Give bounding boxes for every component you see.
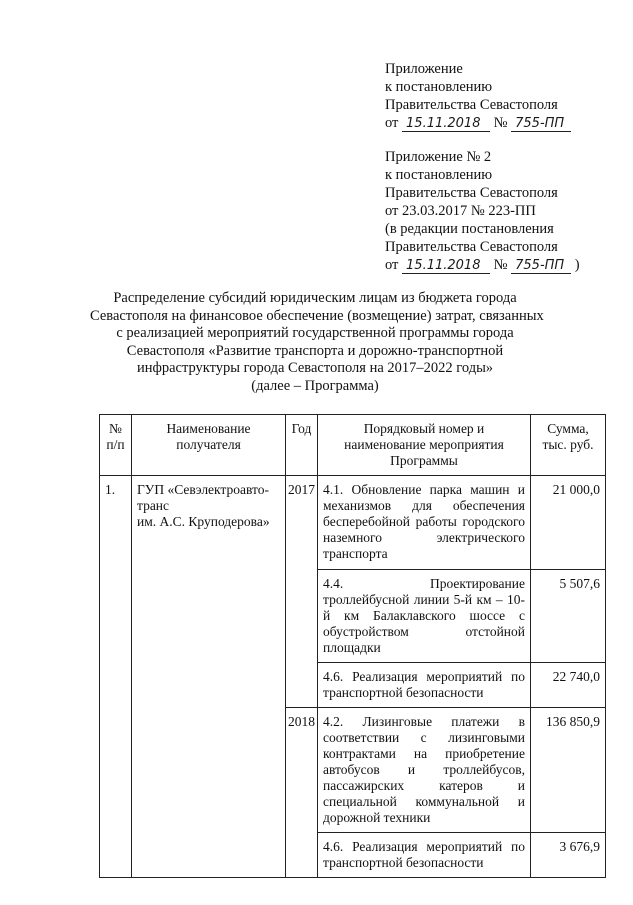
cell-sum: 136 850,9 [531, 708, 606, 833]
cell-sum: 5 507,6 [531, 570, 606, 663]
appendix-line: от 23.03.2017 № 223-ПП [385, 203, 536, 219]
appendix-line: Приложение № 2 [385, 149, 492, 165]
appendix-line: к постановлению [385, 79, 493, 95]
subsidy-table [99, 414, 606, 878]
header-no: № п/п [100, 415, 132, 476]
header-name: Наименование получателя [132, 415, 286, 476]
cell-event: 4.2. Лизинговые платежи в соответствии с лизинговыми контрактами на приобретение автобусов и троллейбусов, пассажирских катеров и специальной коммунальной и дорожной техники [318, 708, 531, 833]
cell-event: 4.6. Реализация мероприятий по транспортной безопасности [318, 663, 531, 708]
handwritten-date: 15.11.2018 [402, 117, 490, 132]
cell-sum: 21 000,0 [531, 476, 606, 570]
appendix-line: Правительства Севастополя [385, 239, 558, 255]
header-year: Год [286, 415, 318, 476]
appendix-line: к постановлению [385, 167, 493, 183]
appendix-old-header [385, 148, 580, 274]
cell-year: 2018 [286, 708, 318, 878]
cell-event: 4.1. Обновление парка машин и механизмов для обеспечения бесперебойной работы городского наземного электрического транспорта [318, 476, 531, 570]
appendix-line: (в редакции постановления [385, 221, 554, 237]
cell-sum: 3 676,9 [531, 833, 606, 878]
appendix-line: Правительства Севастополя [385, 97, 558, 113]
cell-event: 4.4. Проектирование троллейбусной линии 5-й км – 10-й км Балаклавского шоссе с обустройством отстойной площадки [318, 570, 531, 663]
document-title: Распределение субсидий юридическим лицам из бюджета города Севастополя на финансовое обеспечение (возмещение) затрат, связанных с реализацией мероприятий государственной программы города Севастополя «Развитие транспорта и дорожно-транспортной инфраструктуры города Севастополя на 2017–2022 годы» (далее – Программа) [90, 290, 544, 394]
appendix-line: Приложение [385, 61, 463, 77]
cell-no: 1. [100, 476, 132, 878]
appendix-header [385, 60, 571, 132]
appendix-date-line: от 15.11.2018 № 755-ПП ) [385, 257, 580, 273]
appendix-date-line: от 15.11.2018 № 755-ПП [385, 114, 571, 132]
handwritten-date: 15.11.2018 [402, 259, 490, 274]
cell-sum: 22 740,0 [531, 663, 606, 708]
cell-recipient: ГУП «Севэлектроавто- транс им. А.С. Круподерова» [132, 476, 286, 878]
header-sum: Сумма, тыс. руб. [531, 415, 606, 476]
handwritten-number: 755-ПП [511, 259, 571, 274]
handwritten-number: 755-ПП [511, 117, 571, 132]
appendix-line: Правительства Севастополя [385, 185, 558, 201]
table-row [100, 476, 606, 570]
table-header-row [100, 415, 606, 476]
cell-event: 4.6. Реализация мероприятий по транспортной безопасности [318, 833, 531, 878]
cell-year: 2017 [286, 476, 318, 708]
header-event: Порядковый номер и наименование мероприятия Программы [318, 415, 531, 476]
